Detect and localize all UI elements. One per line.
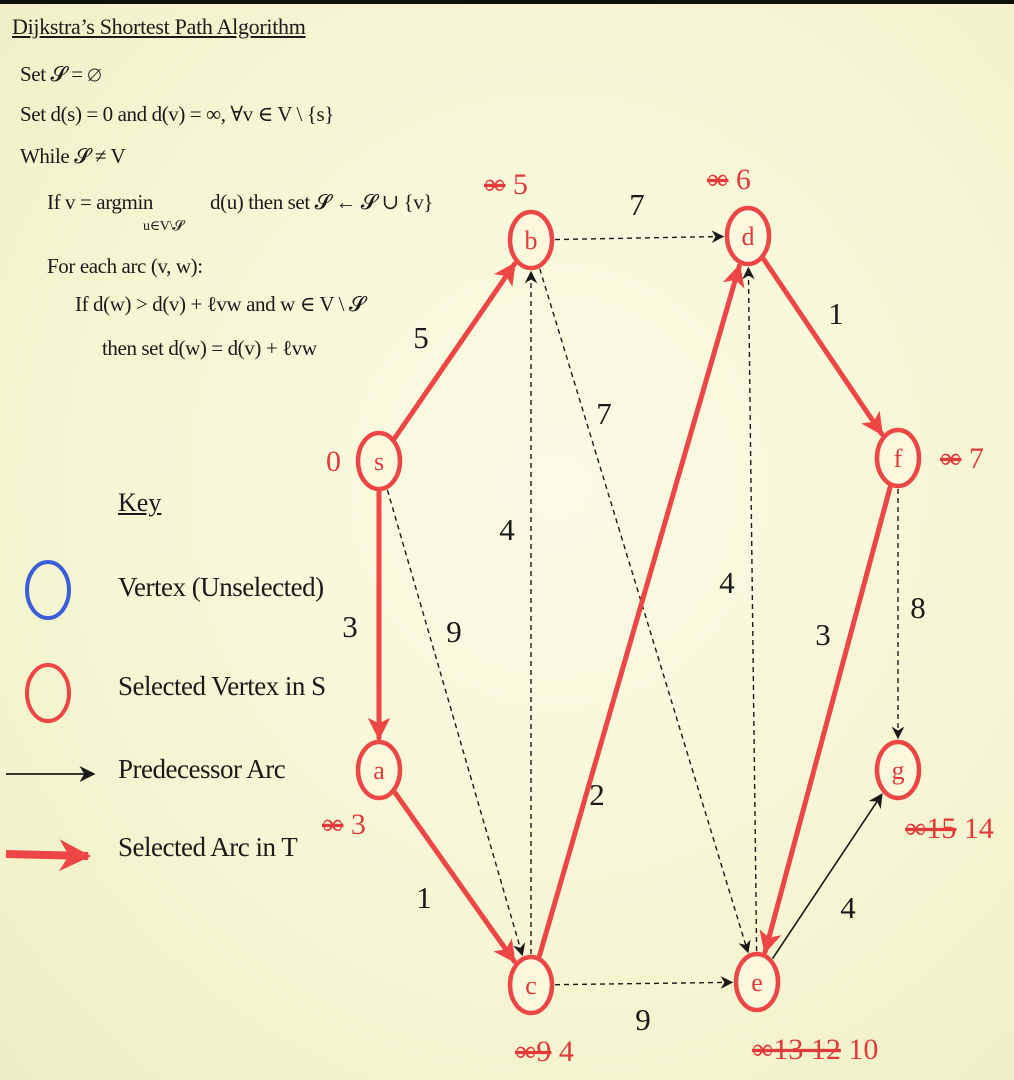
legend-label-predecessor: Predecessor Arc <box>118 754 286 784</box>
legend-label-selected-arc: Selected Arc in T <box>118 832 298 862</box>
distance-current-c: 4 <box>558 1035 574 1068</box>
legend-label-unselected: Vertex (Unselected) <box>118 572 324 602</box>
algo-line-4a: If v = argmin <box>47 190 153 214</box>
edge-weight-e-g: 4 <box>840 890 856 925</box>
vertex-label-f: f <box>893 444 903 473</box>
vertex-label-d: d <box>741 222 755 251</box>
edge-weight-b-d: 7 <box>629 187 645 222</box>
edge-e-d <box>748 268 756 951</box>
distance-label-g <box>905 812 994 845</box>
distance-current-s: 0 <box>326 445 341 478</box>
vertex-label-c: c <box>525 971 537 1000</box>
distance-label-d <box>707 163 751 196</box>
vertex-label-g: g <box>891 756 905 785</box>
edge-weight-s-a: 3 <box>342 609 358 644</box>
algo-line-4b: d(u) then set 𝓢 ← 𝓢 ∪ {v} <box>210 190 433 214</box>
distance-current-a: 3 <box>350 808 366 841</box>
distance-current-f: 7 <box>968 442 984 475</box>
edge-d-f <box>764 259 882 434</box>
algo-line-5: For each arc (v, w): <box>47 254 203 278</box>
edge-weight-c-d: 2 <box>589 777 605 812</box>
distance-old-f: ∞ <box>940 442 962 475</box>
algo-line-1: Set 𝓢 = ∅ <box>20 62 101 86</box>
distance-old-d: ∞ <box>707 163 729 196</box>
edge-weight-f-g: 8 <box>910 590 926 625</box>
edge-a-c <box>395 793 514 962</box>
edge-weight-f-e: 3 <box>815 617 831 652</box>
edge-weight-e-d: 4 <box>719 565 735 600</box>
distance-old-e: ∞13 12 <box>752 1033 841 1066</box>
legend-label-selected: Selected Vertex in S <box>118 671 326 701</box>
edge-c-d <box>539 266 739 956</box>
algo-line-2: Set d(s) = 0 and d(v) = ∞, ∀v ∈ V \ {s} <box>20 102 334 126</box>
distance-old-b: ∞ <box>484 168 506 201</box>
algo-line-4-sub: u∈V\𝓢 <box>143 219 184 234</box>
edge-weight-c-e: 9 <box>635 1002 651 1037</box>
vertex-label-b: b <box>524 226 538 255</box>
legend-selected-arc-arrow-icon <box>6 854 88 856</box>
distance-old-g: ∞15 <box>905 812 957 845</box>
edge-weight-a-c: 1 <box>416 880 432 915</box>
edge-s-c <box>387 490 522 955</box>
legend-selected-vertex-icon <box>27 665 69 721</box>
distance-label-c <box>515 1035 574 1068</box>
distance-current-d: 6 <box>735 163 751 196</box>
legend-title: Key <box>118 488 162 517</box>
edge-weight-s-c: 9 <box>446 614 462 649</box>
edge-weight-c-b: 4 <box>499 512 515 547</box>
distance-label-e <box>752 1033 878 1066</box>
distance-label-f <box>940 442 984 475</box>
algo-line-7: then set d(w) = d(v) + ℓvw <box>102 336 317 360</box>
distance-label-a <box>322 808 366 841</box>
page-title: Dijkstra’s Shortest Path Algorithm <box>12 14 306 39</box>
edge-b-d <box>555 236 723 239</box>
vertex-label-a: a <box>373 756 385 785</box>
distance-current-e: 10 <box>848 1033 879 1066</box>
distance-current-g: 14 <box>963 812 994 845</box>
distance-label-b <box>484 168 528 201</box>
edge-weight-s-b: 5 <box>413 320 429 355</box>
distance-old-a: ∞ <box>322 808 344 841</box>
vertex-label-s: s <box>373 447 385 476</box>
vertex-label-e: e <box>751 968 763 997</box>
legend-unselected-vertex-icon <box>27 562 69 618</box>
edge-f-e <box>765 487 890 952</box>
distance-current-b: 5 <box>512 168 528 201</box>
edge-weight-b-e: 7 <box>596 396 612 431</box>
distance-label-s <box>326 445 341 478</box>
edge-weight-d-f: 1 <box>828 296 844 331</box>
distance-old-c: ∞9 <box>515 1035 552 1068</box>
edge-e-g <box>773 794 882 958</box>
edge-c-e <box>555 982 732 984</box>
algo-line-3: While 𝓢 ≠ V <box>20 144 126 168</box>
algo-line-6: If d(w) > d(v) + ℓvw and w ∈ V \ 𝓢 <box>75 292 365 316</box>
